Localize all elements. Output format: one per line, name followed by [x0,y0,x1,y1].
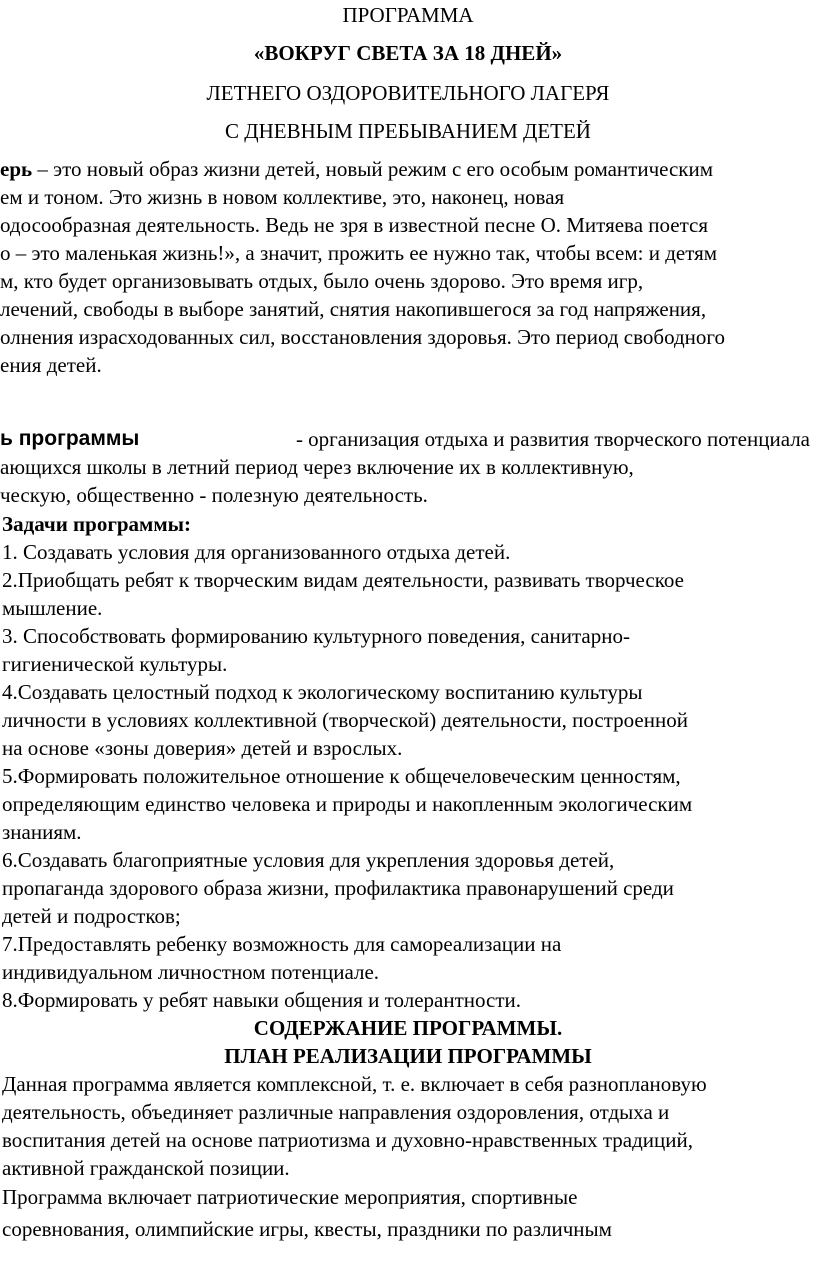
goal-heading: ь программы [0,427,140,450]
task-6-line-3: детей и подростков; [2,904,181,928]
goal-line-3: ческую, общественно - полезную деятельность. [0,483,428,507]
task-5-line-1: 5.Формировать положительное отношение к общечеловеческим ценностям, [2,764,681,788]
task-4-line-1: 4.Создавать целостный подход к экологическому воспитанию культуры [2,680,643,704]
task-5-line-3: знаниям. [2,820,82,844]
intro-bold-word: ерь [0,157,33,181]
intro-line-8: ения детей. [0,353,102,377]
task-6-line-2: пропаганда здорового образа жизни, профилактика правонарушений среди [2,876,674,900]
task-3-line-2: гигиенической культуры. [2,652,228,676]
content-para-2-line-2: соревнования, олимпийские игры, квесты, праздники по различным [2,1217,612,1241]
task-3-line-1: 3. Способствовать формированию культурного поведения, санитарно- [2,624,630,648]
task-7-line-1: 7.Предоставлять ребенку возможность для самореализации на [2,932,562,956]
content-para-1-line-1: Данная программа является комплексной, т. е. включает в себя разноплановую [2,1072,707,1096]
intro-line-5: м, кто будет организовывать отдых, было очень здорово. Это время игр, [0,269,644,293]
title-line-3: ЛЕТНЕГО ОЗДОРОВИТЕЛЬНОГО ЛАГЕРЯ [206,81,610,105]
intro-line-4: о – это маленькая жизнь!», а значит, прожить ее нужно так, чтобы всем: и детям [0,241,718,265]
task-4-line-2: личности в условиях коллективной (творческой) деятельности, построенной [2,708,688,732]
title-line-4: С ДНЕВНЫМ ПРЕБЫВАНИЕМ ДЕТЕЙ [225,119,591,143]
intro-line-3: одосообразная деятельность. Ведь не зря в известной песне О. Митяева поется [0,213,708,237]
task-2-line-1: 2.Приобщать ребят к творческим видам деятельности, развивать творческое [2,568,684,592]
task-8: 8.Формировать у ребят навыки общения и толерантности. [2,988,522,1012]
title-line-1: ПРОГРАММА [342,3,474,27]
content-para-1-line-2: деятельность, объединяет различные направления оздоровления, отдыха и [2,1100,670,1124]
task-6-line-1: 6.Создавать благоприятные условия для укрепления здоровья детей, [2,848,615,872]
task-5-line-2: определяющим единство человека и природы и накопленным экологическим [2,792,693,816]
intro-line-2: ем и тоном. Это жизнь в новом коллективе, это, наконец, новая [0,185,565,209]
task-2-line-2: мышление. [2,596,103,620]
intro-line-7: олнения израсходованных сил, восстановления здоровья. Это период свободного [0,325,725,349]
intro-line-1 [0,156,713,182]
content-para-2-line-1: Программа включает патриотические мероприятия, спортивные [2,1185,578,1209]
content-para-1-line-3: воспитания детей на основе патриотизма и духовно-нравственных традиций, [2,1128,693,1152]
task-7-line-2: индивидуальном личностном потенциале. [2,960,380,984]
goal-line-1-text: - организация отдыха и развития творческого потенциала [295,427,810,451]
title-line-2: «ВОКРУГ СВЕТА ЗА 18 ДНЕЙ» [253,41,563,65]
intro-line-6: лечений, свободы в выборе занятий, снятия накопившегося за год напряжения, [0,297,707,321]
goal-line-2: ающихся школы в летний период через включение их в коллективную, [0,455,634,479]
content-para-1-line-4: активной гражданской позиции. [2,1156,290,1180]
content-heading-1: СОДЕРЖАНИЕ ПРОГРАММЫ. [253,1016,563,1040]
tasks-heading: Задачи программы: [2,512,192,536]
goal-line-1 [0,426,810,452]
intro-line-1-text: – это новый образ жизни детей, новый режим с его особым романтическим [32,157,714,181]
task-1: 1. Создавать условия для организованного отдыха детей. [2,540,511,564]
task-4-line-3: на основе «зоны доверия» детей и взрослых. [2,736,403,760]
content-heading-2: ПЛАН РЕАЛИЗАЦИИ ПРОГРАММЫ [224,1044,592,1068]
